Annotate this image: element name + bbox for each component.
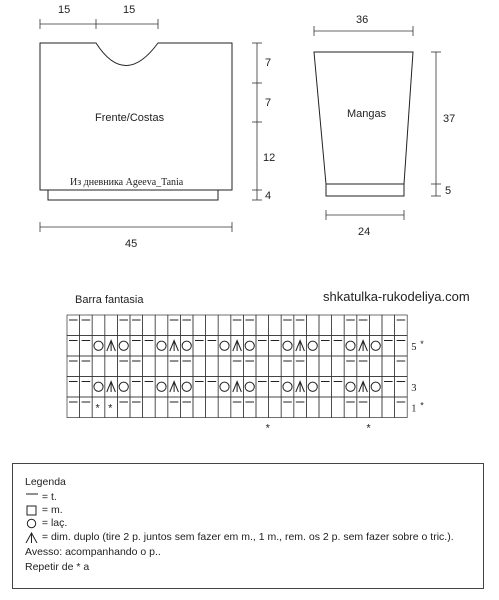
legend-item-double-decrease xyxy=(25,531,454,543)
chart-cell xyxy=(319,397,332,418)
chart-cell xyxy=(243,356,256,377)
height-seg-1: 7 xyxy=(265,57,272,69)
chart-cell xyxy=(155,356,168,377)
legend-item-knit xyxy=(25,504,63,516)
double-decrease-mark xyxy=(170,382,179,393)
body-width-label: 45 xyxy=(125,238,138,250)
yarn-over-mark xyxy=(220,382,229,391)
legend-box xyxy=(12,463,484,589)
chart-cell xyxy=(306,356,319,377)
double-decrease-mark xyxy=(233,341,242,352)
chart-cell xyxy=(256,377,269,398)
yarn-over-mark xyxy=(157,341,166,350)
chart-cell xyxy=(117,397,130,418)
chart-cell xyxy=(319,356,332,377)
repeat-marker-cell: * xyxy=(108,402,113,415)
chart-cell xyxy=(193,377,206,398)
yarn-over-mark xyxy=(346,341,355,350)
chart-cell xyxy=(143,336,156,357)
chart-cell xyxy=(306,397,319,418)
chart-cell xyxy=(155,397,168,418)
legend-item-text: = t. xyxy=(41,491,57,503)
chart-cell xyxy=(395,356,408,377)
chart-cell xyxy=(218,356,231,377)
yarn-over-mark xyxy=(182,341,191,350)
chart-cell xyxy=(130,397,143,418)
yarn-over-mark xyxy=(94,341,103,350)
body-panel-label: Frente/Costas xyxy=(95,112,165,124)
chart-cell xyxy=(306,315,319,336)
chart-cell xyxy=(206,377,219,398)
chart-cell xyxy=(130,336,143,357)
chart-cell xyxy=(332,397,345,418)
chart-title: Barra fantasia xyxy=(75,294,144,306)
sleeve-cuff xyxy=(326,184,404,196)
chart-cell xyxy=(395,377,408,398)
chart-row-label: 5 xyxy=(411,341,417,353)
chart-cell xyxy=(130,377,143,398)
legend-item-text: = m. xyxy=(41,504,63,516)
chart-cell xyxy=(218,397,231,418)
chart-cell xyxy=(269,356,282,377)
legend-title: Legenda xyxy=(25,476,66,488)
chart-cell xyxy=(256,336,269,357)
chart-cell xyxy=(382,356,395,377)
height-seg-4: 4 xyxy=(265,190,272,202)
double-decrease-mark xyxy=(233,382,242,393)
chart-repeat-bottom-marker: * xyxy=(366,422,371,435)
chart-cell xyxy=(80,336,93,357)
chart-cell xyxy=(193,397,206,418)
chart-cell xyxy=(143,356,156,377)
chart-cell xyxy=(357,356,370,377)
chart-cell xyxy=(382,397,395,418)
yarn-over-mark xyxy=(157,382,166,391)
legend-item-purl xyxy=(25,491,57,503)
chart-cell xyxy=(294,356,307,377)
double-decrease-icon xyxy=(25,532,39,543)
chart-cell xyxy=(256,397,269,418)
chart-row-label: 1 xyxy=(411,403,417,415)
dash-icon xyxy=(25,492,39,503)
chart-cell xyxy=(357,315,370,336)
double-decrease-mark xyxy=(296,341,305,352)
chart-cell xyxy=(281,315,294,336)
chart-cell xyxy=(382,315,395,336)
chart-cell xyxy=(67,377,80,398)
chart-cell xyxy=(206,336,219,357)
chart-cell xyxy=(92,315,105,336)
chart-cell xyxy=(117,315,130,336)
legend-item-yarn-over xyxy=(25,517,67,529)
chart-cell xyxy=(67,397,80,418)
chart-cell xyxy=(281,397,294,418)
chart-cell xyxy=(344,315,357,336)
chart-cell xyxy=(130,356,143,377)
chart-cell xyxy=(243,315,256,336)
chart-cell xyxy=(231,356,244,377)
yarn-over-mark xyxy=(371,382,380,391)
chart-cell xyxy=(382,336,395,357)
chart-cell xyxy=(269,377,282,398)
chart-cell xyxy=(357,397,370,418)
chart-cell xyxy=(130,315,143,336)
chart-cell xyxy=(281,356,294,377)
legend-item-text: = laç. xyxy=(41,517,68,529)
double-decrease-mark xyxy=(170,341,179,352)
chart-cell xyxy=(243,397,256,418)
stitch-chart xyxy=(67,315,407,418)
neck-width-left-label: 15 xyxy=(58,4,71,16)
chart-cell xyxy=(168,315,181,336)
chart-cell xyxy=(395,336,408,357)
chart-cell xyxy=(319,315,332,336)
chart-cell xyxy=(344,397,357,418)
chart-cell xyxy=(117,356,130,377)
yarn-over-mark xyxy=(182,382,191,391)
chart-cell xyxy=(395,397,408,418)
repeat-marker-cell: * xyxy=(95,402,100,415)
height-seg-2: 7 xyxy=(265,97,272,109)
chart-cell xyxy=(67,336,80,357)
yarn-over-mark xyxy=(119,382,128,391)
double-decrease-mark xyxy=(359,341,368,352)
chart-cell xyxy=(67,356,80,377)
chart-repeat-bottom-marker: * xyxy=(265,422,270,435)
chart-cell xyxy=(294,397,307,418)
chart-cell xyxy=(80,397,93,418)
chart-cell xyxy=(105,315,118,336)
chart-row-label: 3 xyxy=(411,382,417,394)
chart-cell xyxy=(231,397,244,418)
chart-cell xyxy=(80,377,93,398)
body-panel xyxy=(40,4,275,250)
legend-item-text: = dim. duplo (tire 2 p. juntos sem fazer em m., 1 m., rem. os 2 p. sem fazer sobre o tric.). xyxy=(41,531,454,543)
chart-cell xyxy=(344,356,357,377)
chart-cell xyxy=(369,315,382,336)
chart-cell xyxy=(395,315,408,336)
sleeve-top-width-label: 36 xyxy=(356,14,369,26)
yarn-over-mark xyxy=(220,341,229,350)
chart-cell xyxy=(143,397,156,418)
chart-cell xyxy=(168,356,181,377)
chart-cell xyxy=(67,315,80,336)
chart-cell xyxy=(369,397,382,418)
chart-cell xyxy=(231,315,244,336)
chart-cell xyxy=(193,356,206,377)
chart-cell xyxy=(193,315,206,336)
chart-cell xyxy=(256,356,269,377)
chart-cell xyxy=(168,397,181,418)
sleeve-label: Mangas xyxy=(347,108,387,120)
chart-cell xyxy=(180,356,193,377)
chart-cell xyxy=(269,397,282,418)
body-ribbing xyxy=(48,190,218,200)
chart-cell xyxy=(206,356,219,377)
chart-cell xyxy=(193,336,206,357)
height-seg-3: 12 xyxy=(263,152,276,164)
chart-cell xyxy=(80,315,93,336)
legend-avesso: Avesso: acompanhando o p.. xyxy=(25,546,161,558)
chart-cell xyxy=(155,315,168,336)
yarn-over-mark xyxy=(283,341,292,350)
double-decrease-mark xyxy=(107,341,116,352)
legend-repeat: Repetir de * a xyxy=(25,561,90,573)
sleeve-panel xyxy=(314,14,455,238)
yarn-over-mark xyxy=(245,382,254,391)
chart-cell xyxy=(180,315,193,336)
chart-cell xyxy=(382,377,395,398)
yarn-over-mark xyxy=(371,341,380,350)
chart-cell xyxy=(332,336,345,357)
double-decrease-mark xyxy=(359,382,368,393)
yarn-over-mark xyxy=(94,382,103,391)
yarn-over-mark xyxy=(308,382,317,391)
chart-cell xyxy=(332,315,345,336)
site-credit: shkatulka-rukodeliya.com xyxy=(323,289,470,304)
chart-repeat-star: * xyxy=(420,400,424,411)
chart-cell xyxy=(332,377,345,398)
chart-cell xyxy=(206,397,219,418)
sleeve-height-label: 37 xyxy=(443,113,456,125)
sleeve-bottom-width-label: 24 xyxy=(358,226,371,238)
chart-cell xyxy=(256,315,269,336)
chart-cell xyxy=(319,336,332,357)
chart-cell xyxy=(294,315,307,336)
chart-cell xyxy=(143,315,156,336)
chart-cell xyxy=(206,315,219,336)
sleeve-cuff-height-label: 5 xyxy=(445,185,452,197)
double-decrease-mark xyxy=(296,382,305,393)
square-icon xyxy=(25,505,39,516)
yarn-over-mark xyxy=(119,341,128,350)
stitch-chart-row-labels xyxy=(266,339,425,435)
body-watermark: Из дневника Ageeva_Tania xyxy=(70,177,184,188)
chart-cell xyxy=(180,397,193,418)
chart-repeat-star: * xyxy=(420,338,424,349)
yarn-over-mark xyxy=(346,382,355,391)
double-decrease-mark xyxy=(107,382,116,393)
yarn-over-mark xyxy=(308,341,317,350)
yarn-over-mark xyxy=(245,341,254,350)
chart-cell xyxy=(319,377,332,398)
chart-cell xyxy=(332,356,345,377)
neck-width-right-label: 15 xyxy=(123,4,136,16)
chart-cell xyxy=(80,356,93,377)
chart-cell xyxy=(105,356,118,377)
yarn-over-mark xyxy=(283,382,292,391)
chart-cell xyxy=(369,356,382,377)
chart-cell xyxy=(269,315,282,336)
chart-cell xyxy=(269,336,282,357)
circle-icon xyxy=(25,518,39,529)
chart-cell xyxy=(143,377,156,398)
chart-cell xyxy=(218,315,231,336)
chart-cell xyxy=(92,356,105,377)
